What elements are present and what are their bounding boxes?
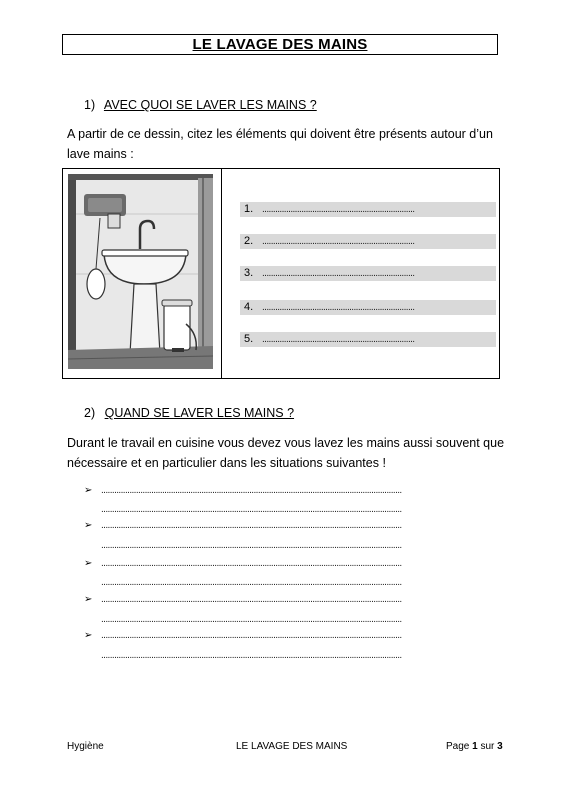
section-1-text-line-1: A partir de ce dessin, citez les éléments qui doivent être présents autour d’un: [67, 127, 493, 141]
answer-line-3[interactable]: [240, 266, 496, 281]
answer-line-5[interactable]: [240, 332, 496, 347]
answer-dots: ......................................................................: [262, 204, 415, 215]
arrow-bullet-icon: ➢: [84, 594, 93, 605]
section-1-heading: [84, 98, 317, 112]
answer-number: 2.: [244, 235, 254, 247]
bullet-dots: ..........................................................................................................................................: [101, 558, 402, 569]
answer-number: 5.: [244, 333, 254, 345]
arrow-bullet-icon: ➢: [84, 630, 93, 641]
bullet-dots: ..........................................................................................................................................: [101, 594, 402, 605]
section-1-title: AVEC QUOI SE LAVER LES MAINS ?: [103, 98, 317, 112]
section-2-heading: [84, 406, 294, 420]
section-2-text-line-1: Durant le travail en cuisine vous devez vous lavez les mains aussi souvent que: [67, 436, 505, 450]
section-2-number: 2): [84, 406, 96, 420]
arrow-bullet-icon: ➢: [84, 485, 93, 496]
washbasin-illustration: [68, 174, 213, 369]
answer-line-2[interactable]: [240, 234, 496, 249]
answer-line-4[interactable]: [240, 300, 496, 315]
bullet-item-3[interactable]: [84, 556, 402, 571]
bullet-continuation-4[interactable]: [84, 612, 402, 627]
answer-number: 4.: [244, 301, 254, 313]
footer-page-number: [446, 741, 503, 752]
bullet-continuation-2[interactable]: [84, 538, 402, 553]
answer-number: 1.: [244, 203, 254, 215]
bullet-dots: ..........................................................................................................................................: [101, 540, 402, 551]
bullet-item-1[interactable]: [84, 483, 402, 498]
footer-page-prefix: Page: [446, 741, 470, 752]
bullet-continuation-5[interactable]: [84, 648, 402, 663]
bullet-item-4[interactable]: [84, 592, 402, 607]
footer-center: LE LAVAGE DES MAINS: [236, 741, 348, 752]
washbasin-table: [62, 168, 500, 379]
table-divider: [221, 169, 222, 378]
answer-number: 3.: [244, 267, 254, 279]
bullet-continuation-3[interactable]: [84, 575, 402, 590]
bullet-dots: ..........................................................................................................................................: [101, 485, 402, 496]
footer-page-current: 1: [472, 741, 478, 752]
bullet-item-5[interactable]: [84, 628, 402, 643]
answer-dots: ......................................................................: [262, 334, 415, 345]
arrow-bullet-icon: ➢: [84, 558, 93, 569]
footer-page-total: 3: [497, 741, 503, 752]
bullet-dots: ..........................................................................................................................................: [101, 614, 402, 625]
answer-dots: ......................................................................: [262, 268, 415, 279]
bullet-dots: ..........................................................................................................................................: [101, 630, 402, 641]
answer-line-1[interactable]: [240, 202, 496, 217]
title-box: [62, 34, 498, 55]
bullet-dots: ..........................................................................................................................................: [101, 650, 402, 661]
bullet-item-2[interactable]: [84, 518, 402, 533]
section-1-text: [67, 124, 507, 164]
bullet-dots: ..........................................................................................................................................: [101, 520, 402, 531]
answer-dots: ......................................................................: [262, 236, 415, 247]
page-title: LE LAVAGE DES MAINS: [192, 36, 368, 53]
section-2-title: QUAND SE LAVER LES MAINS ?: [104, 406, 295, 420]
section-2-text-line-2: nécessaire et en particulier dans les situations suivantes !: [67, 456, 386, 470]
footer-page-sep: sur: [480, 741, 495, 752]
bullet-dots: ..........................................................................................................................................: [101, 577, 402, 588]
section-2-text: [67, 433, 507, 473]
answer-dots: ......................................................................: [262, 302, 415, 313]
arrow-bullet-icon: ➢: [84, 520, 93, 531]
section-1-number: 1): [84, 98, 96, 112]
bullet-dots: ..........................................................................................................................................: [101, 504, 402, 515]
bullet-continuation-1[interactable]: [84, 502, 402, 517]
footer-left: Hygiène: [67, 741, 104, 752]
section-1-text-line-2: lave mains :: [67, 147, 134, 161]
